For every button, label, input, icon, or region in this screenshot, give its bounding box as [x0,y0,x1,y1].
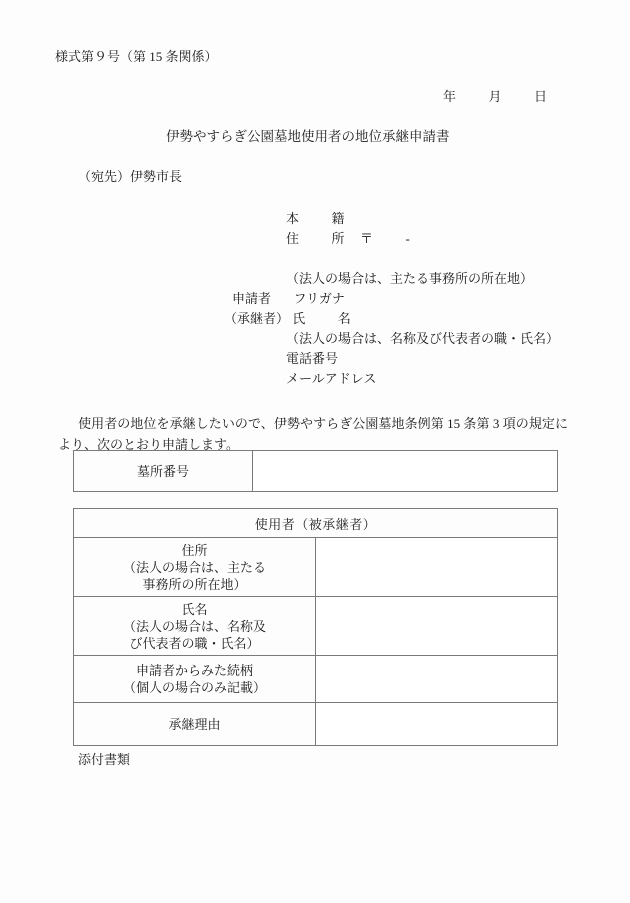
permanent-domicile-label-char1: 本 [286,211,300,226]
date-line [443,90,547,103]
date-year-label: 年 [443,89,457,104]
date-day-label: 日 [534,89,548,104]
grave-number-table [73,450,558,492]
note-corporate-name: （法人の場合は、名称及び代表者の職・氏名） [286,331,560,346]
body-paragraph-text: 使用者の地位を承継したいので、伊勢やすらぎ公園墓地条例第 15 条第 3 項の規定により、次のとおり申請します。 [58,416,568,452]
name-label-char1: 氏 [292,311,306,326]
document-title: 伊勢やすらぎ公園墓地使用者の地位承継申請書 [166,129,450,144]
attachments-label: 添付書類 [78,752,131,767]
successor-name-row [224,312,351,325]
succession-reason-label: 承継理由 [74,703,316,746]
name-label-char2: 名 [337,311,351,326]
date-month-label: 月 [488,89,502,104]
note-corporate-address: （法人の場合は、主たる事務所の所在地） [286,271,534,286]
user-relationship-value[interactable] [316,656,558,703]
table-row [74,656,558,703]
form-number: 様式第９号（第 15 条関係） [55,49,218,64]
table-row [74,538,558,597]
grave-number-value[interactable] [253,451,558,492]
email-label: メールアドレス [286,371,377,386]
address-label-row [286,232,410,245]
furigana-label: フリガナ [293,291,345,306]
permanent-domicile-label-char2: 籍 [331,211,345,226]
body-paragraph [58,413,568,455]
user-information-table [73,508,558,746]
postal-mark-icon: 〒 [360,231,374,246]
user-table-header: 使用者（被承継者） [74,509,558,538]
applicant-label: 申請者 [232,291,272,306]
succession-reason-value[interactable] [316,703,558,746]
telephone-label: 電話番号 [286,351,339,366]
address-label-char2: 所 [331,231,345,246]
user-name-value[interactable] [316,597,558,656]
table-row [74,451,558,492]
permanent-domicile-label [286,212,345,225]
user-address-label: 住所 （法人の場合は、主たる 事務所の所在地） [74,538,316,597]
postal-separator: - [405,231,410,246]
successor-label: （承継者） [224,311,290,326]
user-address-value[interactable] [316,538,558,597]
applicant-furigana-row [232,292,345,305]
addressee-line: （宛先）伊勢市長 [78,169,183,184]
table-header-row [74,509,558,538]
table-row [74,703,558,746]
user-name-label: 氏名 （法人の場合は、名称及 び代表者の職・氏名） [74,597,316,656]
grave-number-label: 墓所番号 [74,451,253,492]
user-relationship-label: 申請者からみた続柄 （個人の場合のみ記載） [74,656,316,703]
address-label-char1: 住 [286,231,300,246]
table-row [74,597,558,656]
